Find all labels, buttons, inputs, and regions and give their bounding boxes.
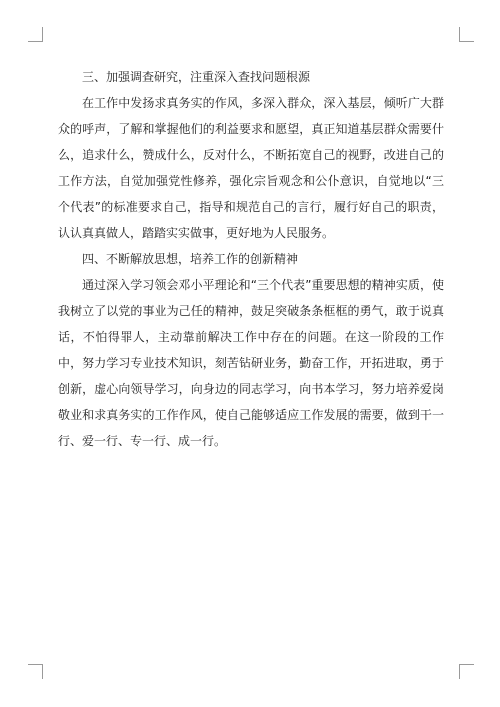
section-paragraph-3: 在工作中发扬求真务实的作风，多深入群众，深入基层，倾听广大群众的呼声，了解和掌握他们的利益要求和愿望，真正知道基层群众需要什么，追求什么，赞成什么，反对什么，不断拓宽自己的视野，改进自己的工作方法，自觉加强党性修养，强化宗旨观念和公仆意识，自觉地以“三个代表”的标准要求自己，指导和规范自己的言行，履行好自己的职责，认认真真做人，踏踏实实做事，更好地为人民服务。 [58, 96, 444, 240]
crop-mark-top-left [28, 27, 43, 42]
crop-mark-bottom-left [28, 664, 43, 679]
document-body [58, 64, 444, 454]
crop-mark-bottom-right [459, 664, 474, 679]
crop-mark-top-right [459, 27, 474, 42]
section-heading-3: 三、加强调查研究，注重深入查找问题根源 [82, 70, 311, 84]
section-heading-4: 四、不断解放思想，培养工作的创新精神 [82, 252, 299, 266]
section-paragraph-4: 通过深入学习领会邓小平理论和“三个代表”重要思想的精神实质，使我树立了以党的事业为己任的精神，鼓足突破条条框框的勇气，敢于说真话，不怕得罪人，主动靠前解决工作中存在的问题。在这一阶段的工作中，努力学习专业技术知识，刻苦钻研业务，勤奋工作，开拓进取，勇于创新，虚心向领导学习，向身边的同志学习，向书本学习，努力培养爱岗敬业和求真务实的工作作风，使自己能够适应工作发展的需要，做到干一行、爱一行、专一行、成一行。 [58, 278, 444, 448]
